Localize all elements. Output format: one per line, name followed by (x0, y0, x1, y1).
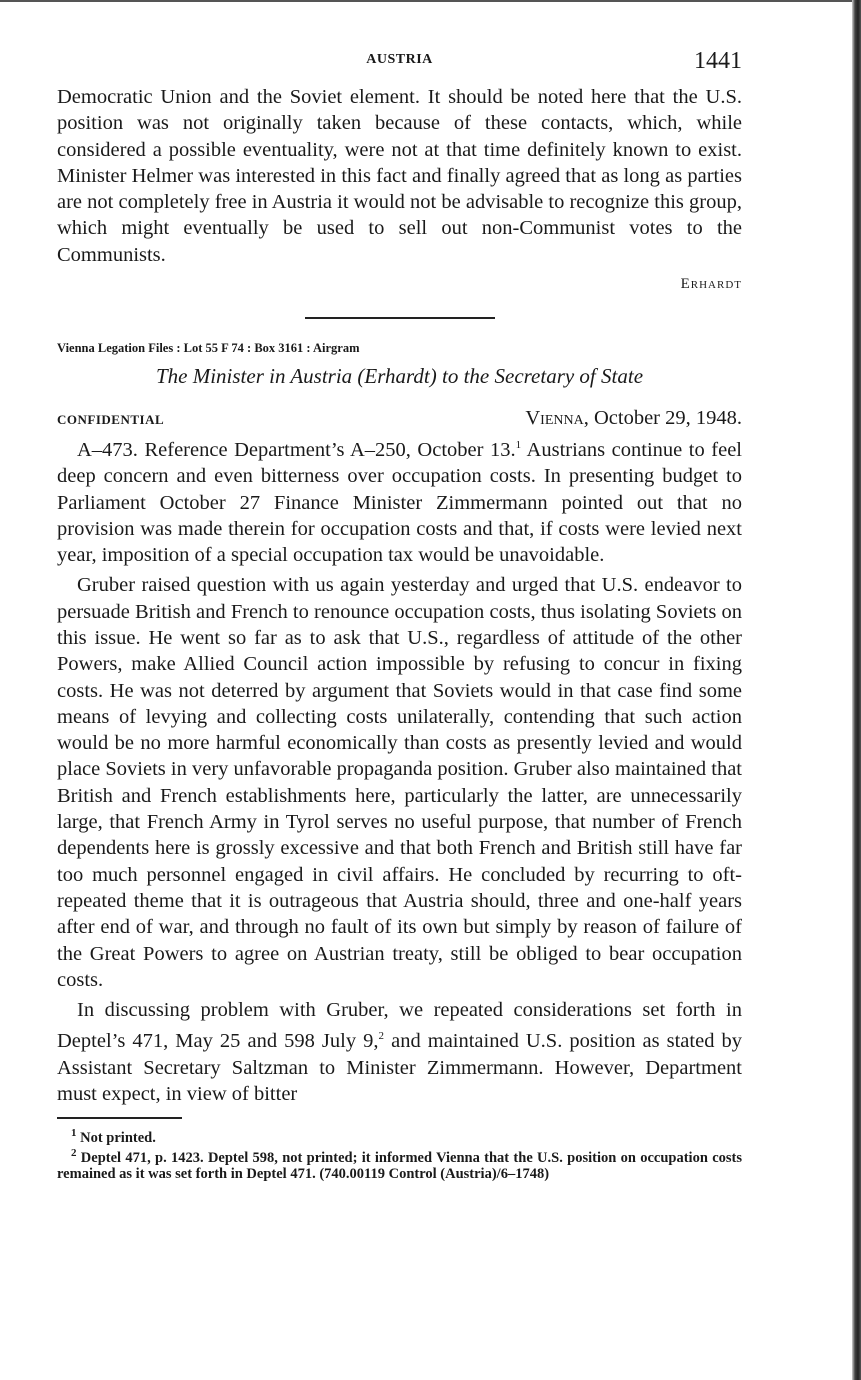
footnote-ref-2: 2 (378, 1030, 385, 1043)
footnote-2: $^2$ Deptel 471, p. 1423. Deptel 598, not printed; it informed Vienna that the U.S. position on occupation costs remained as it was set forth in Deptel 471. (740.00119 Control (Austria)/6–1748) (57, 1147, 742, 1183)
document-page (57, 48, 742, 1182)
dateline (57, 407, 742, 430)
file-reference: Vienna Legation Files : Lot 55 F 74 : Box 3161 : Airgram (57, 341, 360, 356)
footnote-1: $^1$ Not printed. (71, 1126, 156, 1146)
section-divider (305, 317, 495, 319)
paragraph-3: In discussing problem with Gruber, we repeated considerations set forth in Deptel’s 471, May 25 and 598 July 9,$^2$ and maintained U.S. position as stated by Assistant Secretary Saltzman to Minister Zimmermann. However, Department must expect, in view of bitter (57, 999, 743, 1105)
continuation-paragraph: Democratic Union and the Soviet element. It should be noted here that the U.S. position was not originally taken because of these contacts, which, while considered a possible eventuality, were not at that time definitely known to exist. Minister Helmer was interested in this fact and finally agreed that as long as parties are not completely free in Austria it would not be advisable to recognize this group, which might eventually be used to sell out non-Communist votes to the Communists. (57, 86, 742, 266)
footnote-rule (57, 1117, 182, 1119)
classification-label: CONFIDENTIAL (57, 412, 165, 428)
page-number: 1441 (694, 48, 742, 74)
document-body (57, 432, 742, 1107)
running-title: AUSTRIA (366, 52, 433, 67)
date-text: , October 29, 1948. (583, 407, 742, 430)
document-title: The Minister in Austria (Erhardt) to the Secretary of State (155, 364, 644, 389)
footnotes (57, 1125, 742, 1183)
page-top-edge (0, 0, 852, 2)
running-header (57, 48, 742, 84)
page-right-edge (852, 0, 861, 1380)
paragraph-1: A–473. Reference Department’s A–250, October 13.$^1$ Austrians continue to feel deep concern and even bitterness over occupation costs. In presenting budget to Parliament October 27 Finance Minister Zimmermann pointed out that no provision was made therein for occupation costs and that, if costs were levied next year, imposition of a special occupation tax would be unavoidable. (57, 438, 743, 567)
signature: Erhardt (680, 276, 742, 293)
footnote-ref-1: 1 (515, 439, 522, 452)
place-name: Vienna (525, 407, 584, 430)
date-line (525, 407, 742, 430)
paragraph-2: Gruber raised question with us again yesterday and urged that U.S. endeavor to persuade British and French to renounce occupation costs, thus isolating Soviets on this issue. He went so far as to ask that U.S., regardless of attitude of the other Powers, make Allied Council action impossible by refusing to concur in fixing costs. He was not deterred by argument that Soviets would in that case find some means of levying and collecting costs unilaterally, contending that such action would be no more harmful economically than costs as presently levied and would place Soviets in very unfavorable propaganda position. Gruber also maintained that British and French establishments here, particularly the latter, are unnecessarily large, that French Army in Tyrol serves no useful purpose, that number of French dependents here is grossly excessive and that both French and British still have far too much personnel engaged in civil affairs. He concluded by recurring to oft-repeated theme that it is outrageous that Austria should, three and one-half years after end of war, and through no fault of its own but simply by reason of failure of the Great Powers to agree on Austrian treaty, still be obliged to bear occupation costs. (57, 574, 742, 991)
